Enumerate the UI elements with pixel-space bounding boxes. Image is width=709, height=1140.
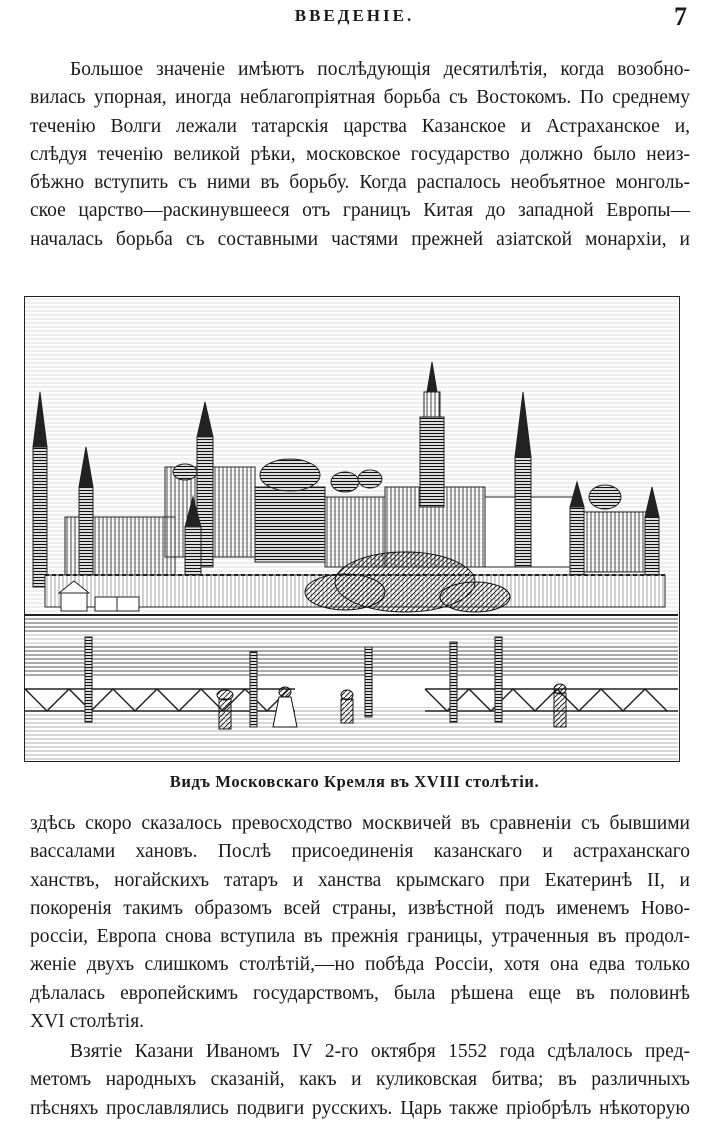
text-line: Большое значенiе имѣютъ послѣдующiя десятилѣтiя, когда возобно- — [70, 59, 690, 80]
text-line: ханствъ, ногайскихъ татаръ и ханства крымскаго при Екатеринѣ II, и — [30, 869, 690, 891]
page-number: 7 — [674, 2, 687, 31]
text-line: вилась упорная, иногда неблагопрiятная борьба съ Востокомъ. По среднему — [30, 87, 690, 109]
illustration-caption: Видъ Московскаго Кремля въ XVIII столѣтiи. — [169, 772, 540, 791]
text-line: вассалами хановъ. Послѣ присоединенiя казанскаго и астраханскаго — [30, 841, 690, 863]
text-line: XVI столѣтiя. — [30, 1011, 145, 1033]
paragraph-continuation — [30, 810, 690, 1036]
text-line: пѣсняхъ прославлялись подвиги русскихъ. Царь также прiобрѣлъ нѣкоторую — [30, 1097, 690, 1119]
text-line: теченiю Волги лежали татарскiя царства Казанское и Астраханское и, — [30, 115, 690, 137]
kremlin-engraving — [24, 296, 680, 762]
text-line: россiи, Европа снова вступила въ прежнiя границы, утраченныя въ продол- — [30, 926, 690, 948]
text-line: бѣжно вступить съ ними въ борьбу. Когда распалось необъятное монголь- — [30, 172, 690, 194]
text-line: дѣлалась европейскимъ государствомъ, была рѣшена еще въ половинѣ — [30, 982, 690, 1004]
text-line: Взятiе Казани Иваномъ IV 2-го октября 1552 года сдѣлалось пред- — [70, 1041, 690, 1062]
page-header — [0, 0, 709, 40]
text-line: женiе двухъ слишкомъ столѣтiй,—но побѣда Россiи, хотя она едва только — [30, 954, 690, 976]
text-line: здѣсь скоро сказалось превосходство москвичей въ сравненiи съ бывшими — [30, 813, 690, 834]
text-line: слѣдуя теченiю великой рѣки, московское государство должно было неиз- — [30, 143, 690, 165]
running-title: ВВЕДЕНIЕ. — [294, 6, 415, 25]
paragraph-intro — [30, 56, 690, 254]
text-line: началась борьба съ составными частями прежней азiатской монархiи, и — [30, 228, 690, 250]
text-line: метомъ народныхъ сказанiй, какъ и куликовская битва; въ различныхъ — [30, 1069, 690, 1091]
paragraph-kazan — [30, 1038, 690, 1123]
text-line: покоренiя такимъ образомъ всей страны, извѣстной подъ именемъ Ново- — [30, 897, 690, 919]
text-line: ское царство—раскинувшееся отъ границъ Китая до западной Европы— — [30, 200, 690, 222]
